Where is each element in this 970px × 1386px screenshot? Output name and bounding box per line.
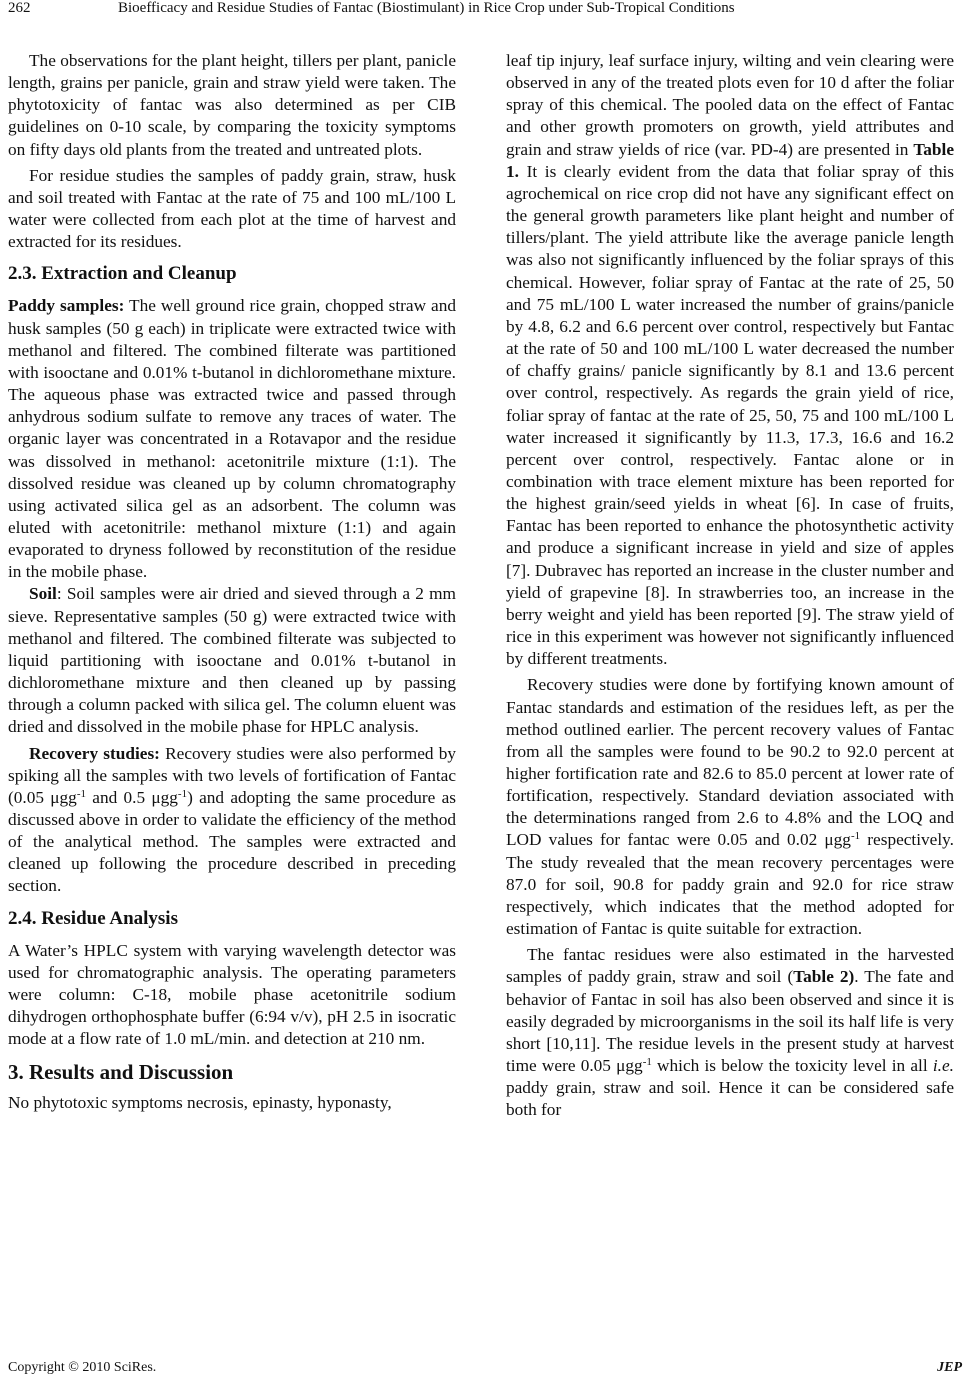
paddy-samples-lead: Paddy samples:: [8, 296, 125, 316]
residues-text-c: which is below the toxicity level in all: [651, 1056, 933, 1076]
table-1-reference: Table 1.: [506, 139, 954, 181]
residues-text-d: paddy grain, straw and soil. Hence it can be considered safe both for: [506, 1078, 954, 1120]
paragraph-recovery-studies: [8, 743, 456, 898]
right-column: [506, 50, 954, 1122]
results-text-b: It is clearly evident from the data that foliar spray of this agrochemical on rice crop did not have any significant effect on the general growth parameters like plant height and number of tillers/plant. The yield attribute like the average panicle length was also not significantly influenced by the foliar sprays of this chemical. However, foliar spray of Fantac at the rate of 25, 50 and 75 mL/100 L water increased the number of grains/panicle by 4.8, 6.2 and 6.6 percent over control, respectively but Fantac at the rate of 50 and 100 mL/100 L water decreased the number of chaffy grains/ panicle significantly by 8.1 and 13.6 percent over control, respectively. As regards the grain yield of rice, foliar spray of fantac at the rate of 25, 50, 75 and 100 mL/100 L water increased it significantly by 11.3, 17.3, 16.6 and 16.2 percent over control, respectively. Fantac alone or in combination with trace element mixture has been reported for the highest grain/seed yields in wheat [6]. In case of fruits, Fantac has been reported to enhance the photosynthetic activity and produce a significant increase in yield and size of apples [7]. Dubravec has reported an increase in the cluster number and yield of grapevine [8]. In strawberries too, an increase in the berry weight and yield has been reported [9]. The straw yield of rice in this experiment was however not significantly influenced by different treatments.: [506, 161, 954, 669]
recovery-text-b: and 0.5 μgg: [86, 787, 178, 807]
page-header: [0, 0, 970, 30]
heading-residue-analysis: 2.4. Residue Analysis: [8, 907, 178, 929]
superscript: -1: [642, 1056, 652, 1069]
superscript: -1: [850, 830, 861, 843]
ie-abbreviation: i.e.: [932, 1056, 954, 1076]
heading-extraction-cleanup: 2.3. Extraction and Cleanup: [8, 263, 237, 285]
paragraph-residue-analysis: A Water’s HPLC system with varying wavelength detector was used for chromatographic analysis. The operating parameters were column: C-18, mobile phase acetonitrile sodium dihydrogen orthophosphate buffer (6:94 v/v), pH 2.5 in isocratic mode at a flow rate of 1.0 mL/min. and detection at 210 nm.: [8, 940, 456, 1049]
table-2-reference: Table 2): [793, 967, 855, 987]
paragraph-recovery-results: [506, 674, 954, 940]
recovery-text-a: Recovery studies were also performed by spiking all the samples with two levels of fortification of Fantac (0.05 μgg: [8, 743, 456, 807]
page-number: 262: [8, 0, 31, 16]
paragraph-paddy-samples: [8, 295, 456, 583]
soil-lead: Soil: [29, 584, 57, 604]
page-footer: [0, 1360, 970, 1382]
paddy-samples-text: The well ground rice grain, chopped straw and husk samples (50 g each) in triplicate were extracted twice with methanol and filtered. The combined filterate was partitioned with isooctane and 0.01% t-butanol in dichloromethane mixture. The aqueous phase was extracted twice and passed through anhydrous sodium sulfate to remove any traces of water. The organic layer was concentrated in a Rotavapor and the residue was dissolved in methanol: acetonitrile mixture (1:1). The dissolved residue was cleaned up by column chromatography using activated silica gel as an adsorbent. The column was eluted with acetonitrile: methanol mixture (1:1) and again evaporated to dryness followed by reconstitution of the residue in the mobile phase.: [8, 296, 456, 582]
recovery-results-text-b: respectively. The study revealed that the mean recovery percentages were 87.0 for soil, 90.8 for paddy grain and 92.0 for rice straw respectively, which indicates that the method adopted for estimation of Fantac is quite suitable for extraction.: [506, 830, 954, 939]
paragraph-residue-sampling: For residue studies the samples of paddy grain, straw, husk and soil treated with Fantac at the rate of 75 and 100 mL/100 L water were collected from each plot at the time of harvest and extracted for its residues.: [8, 165, 456, 252]
recovery-text-c: ) and adopting the same procedure as discussed above in order to validate the efficiency of the method of the analytical method. The samples were extracted and cleaned up following the procedure described in preceding section.: [8, 787, 457, 896]
paragraph-results-start: No phytotoxic symptoms necrosis, epinasty, hyponasty,: [8, 1093, 392, 1113]
residues-text-b: . The fate and behavior of Fantac in soil has also been observed and since it is easily degraded by microorganisms in the soil its half life is very short [10,11]. The residue levels in the present study at harvest time were 0.05 μgg: [506, 967, 954, 1076]
left-column: [8, 50, 456, 1115]
heading-results-discussion: 3. Results and Discussion: [8, 1060, 234, 1085]
recovery-results-text-a: Recovery studies were done by fortifying known amount of Fantac standards and estimation of the residues left, as per the method outlined earlier. The percent recovery values of Fantac from all the samples were found to be 90.2 to 92.0 percent at higher fortification rate and 82.6 to 85.0 percent at lower rate of fortification, respectively. Standard deviation associated with the determinations ranged from 2.6 to 4.8% and the LOQ and LOD values for fantac were 0.05 and 0.02 μgg: [506, 675, 954, 850]
paragraph-soil: [8, 583, 456, 738]
running-title: Bioefficacy and Residue Studies of Fantac (Biostimulant) in Rice Crop under Sub-Tropical Conditions: [118, 0, 735, 16]
paragraph-fantac-residues: [506, 944, 954, 1121]
results-text-a: leaf tip injury, leaf surface injury, wilting and vein clearing were observed in any of the treated plots even for 10 d after the foliar spray of this chemical. The pooled data on the effect of Fantac and other growth promoters on growth, yield attributes and grain and straw yields of rice (var. PD-4) are presented in: [506, 51, 954, 159]
superscript: -1: [76, 787, 86, 800]
soil-text: : Soil samples were air dried and sieved through a 2 mm sieve. Representative samples (50 g) were extracted twice with methanol and filtered. The combined filterate was subjected to liquid partitioning with isooctane and 0.01% t-butanol in dichloromethane mixture and then cleaned up by passing through a column packed with silica gel. The column eluent was dried and dissolved in the mobile phase for HPLC analysis.: [8, 584, 456, 737]
superscript: -1: [177, 787, 188, 800]
recovery-studies-lead: Recovery studies:: [29, 743, 160, 763]
paragraph-observations: The observations for the plant height, tillers per plant, panicle length, grains per panicle, grain and straw yield were taken. The phytotoxicity of fantac was also determined as per CIB guidelines on 0-10 scale, by comparing the toxicity symptoms on fifty days old plants from the treated and untreated plots.: [8, 51, 456, 159]
copyright-notice: Copyright © 2010 SciRes.: [8, 1360, 157, 1375]
paragraph-results-continued: [506, 50, 954, 670]
journal-abbreviation: JEP: [937, 1360, 962, 1375]
residues-text-a: The fantac residues were also estimated in the harvested samples of paddy grain, straw and soil (: [506, 945, 954, 987]
